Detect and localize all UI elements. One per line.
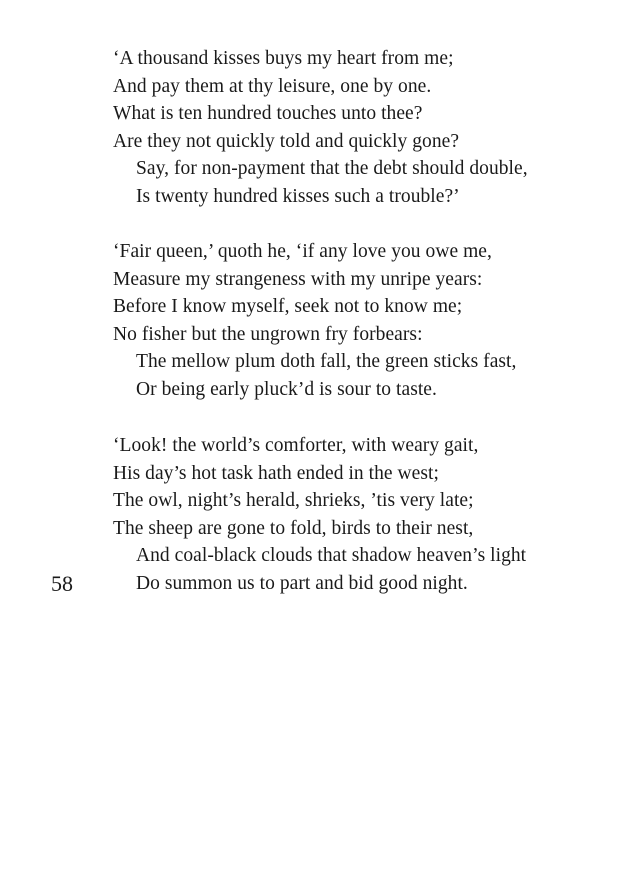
verse-line: No fisher but the ungrown fry forbears: xyxy=(113,323,423,345)
verse-line: What is ten hundred touches unto thee? xyxy=(113,103,423,124)
stanza-3 xyxy=(113,432,633,597)
verse-line: ‘Fair queen,’ quoth he, ‘if any love you owe me, xyxy=(113,241,492,262)
verse-line: His day’s hot task hath ended in the west; xyxy=(113,462,439,484)
verse-line: Before I know myself, seek not to know me; xyxy=(113,296,463,317)
verse-line: Are they not quickly told and quickly gone? xyxy=(113,130,460,152)
verse-line: The owl, night’s herald, shrieks, ’tis very late; xyxy=(113,490,474,511)
verse-line: And pay them at thy leisure, one by one. xyxy=(113,75,432,97)
verse-line: The sheep are gone to fold, birds to their nest, xyxy=(113,517,474,539)
couplet-line: And coal-black clouds that shadow heaven’s light xyxy=(136,545,527,566)
verse-line: ‘A thousand kisses buys my heart from me; xyxy=(113,48,454,69)
stanza-1 xyxy=(113,45,633,210)
verse-line: ‘Look! the world’s comforter, with weary gait, xyxy=(113,435,479,456)
couplet-line: Is twenty hundred kisses such a trouble?’ xyxy=(136,185,460,207)
couplet-line: Or being early pluck’d is sour to taste. xyxy=(136,378,437,400)
couplet-line: Say, for non-payment that the debt should double, xyxy=(136,158,528,179)
stanza-2 xyxy=(113,238,633,403)
couplet-line: The mellow plum doth fall, the green sticks fast, xyxy=(136,351,517,372)
couplet-line: Do summon us to part and bid good night. xyxy=(136,572,468,594)
verse-line: Measure my strangeness with my unripe years: xyxy=(113,268,483,290)
page-number: 58 xyxy=(51,571,73,596)
